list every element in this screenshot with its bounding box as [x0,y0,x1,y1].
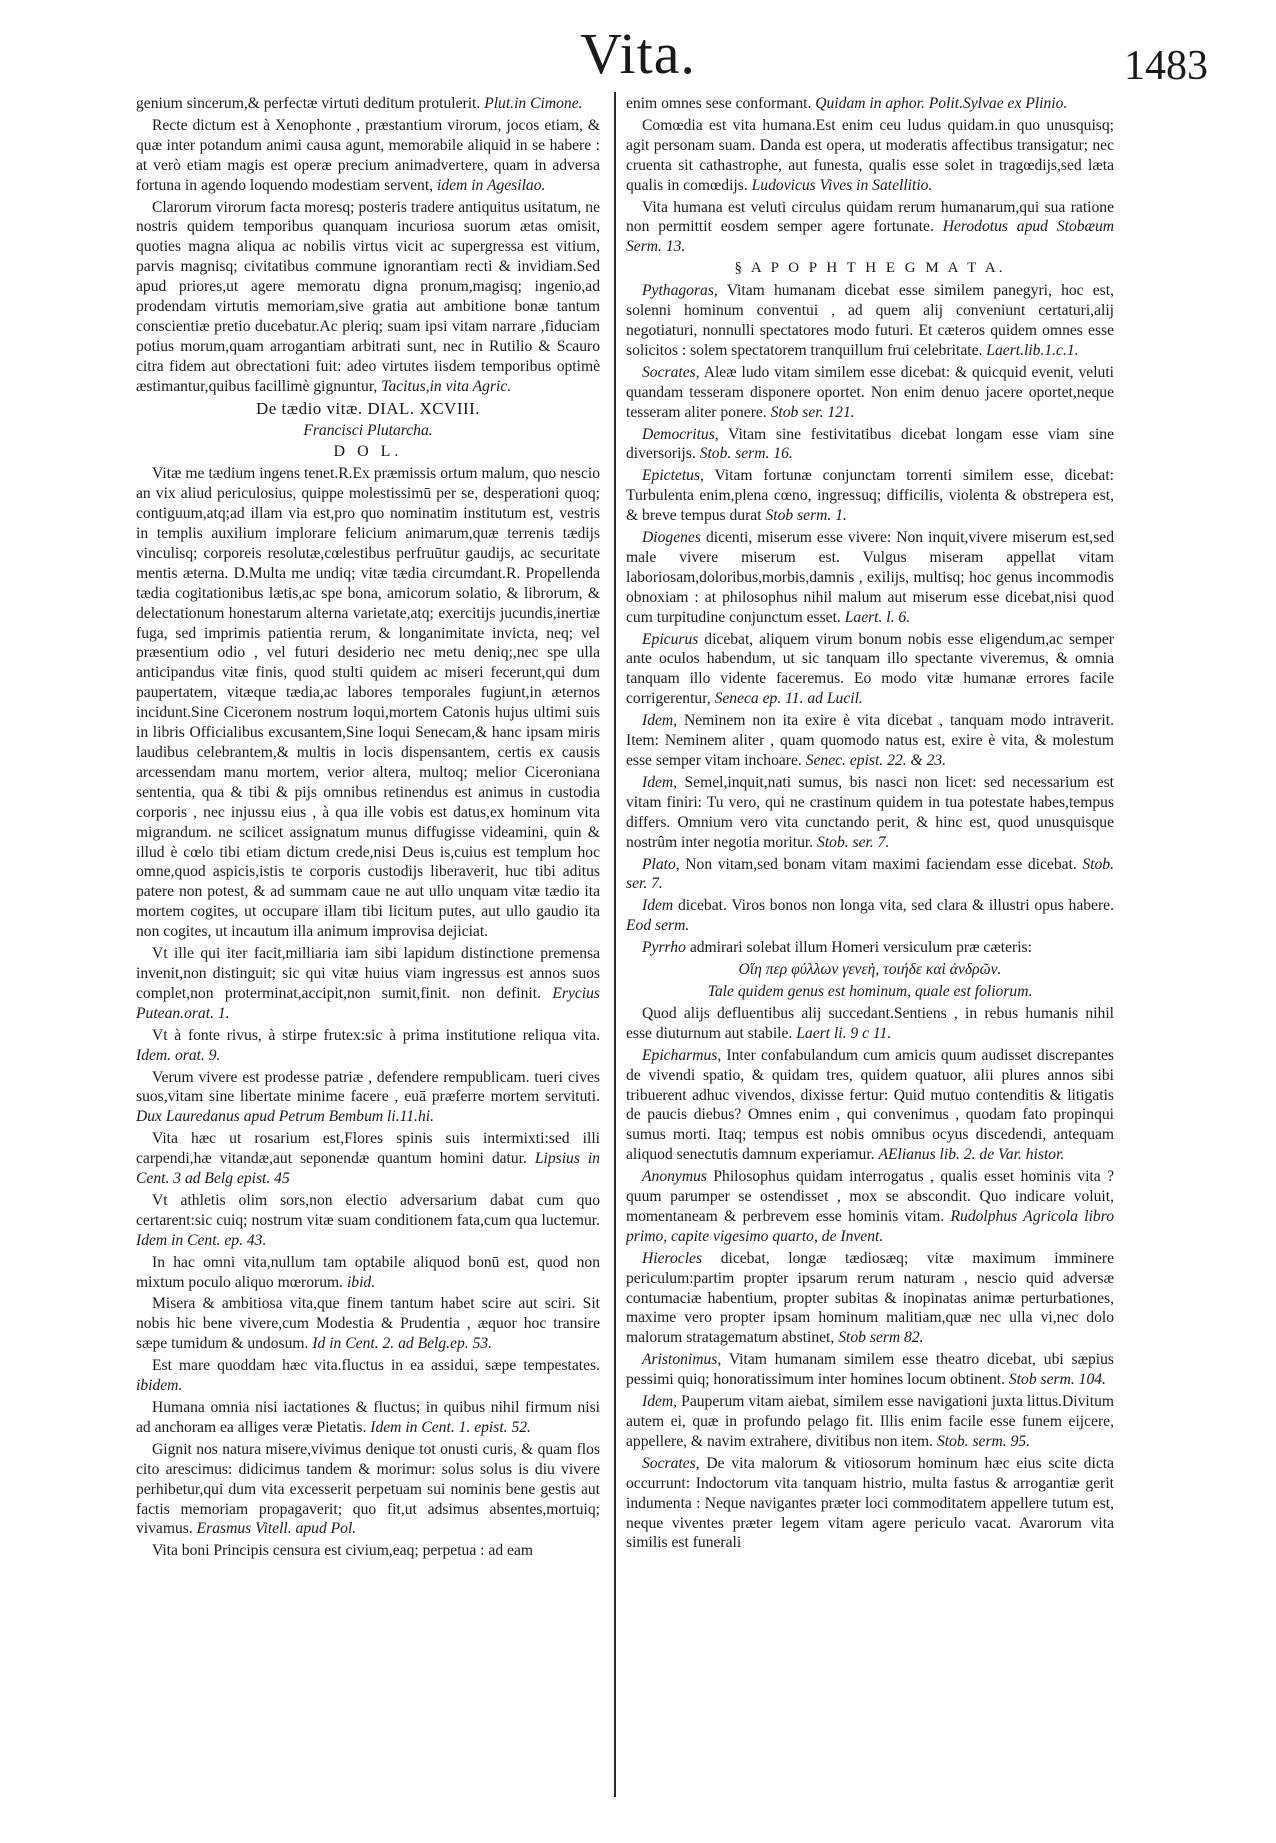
source-citation: Tacitus,in vita Agric. [381,377,512,395]
greek-verse: Οἵη περ φύλλων γενεὴ, τοιήδε καὶ ἀνδρῶν. [738,961,1002,979]
source-citation: Senec. epist. 22. & 23. [805,752,947,769]
speaker-name: Aristonimus, [642,1351,722,1369]
paragraph: Vitæ me tædium ingens tenet.R.Ex præmissis ortum malum, quo nescio an vix aliud periculosius, quippe molestissimū per se, desperationi quoq; contiguum,atq;ad illam via est,pro quo nominatim institutum est, vestris in templis auxilium implorare felicium animarum,quæ terrenis tædijs vinculisq; corporeis resolutæ,cœlestibus perfruūtur gaudijs, ac securitate mentis æterna. D.Multa me undiq; vitæ tædia circumdant.R. Propellenda tædia cogitationibus lætis,ac spe bona, amicorum solatio, & librorum, & delectationum honestarum alterna varietate,atq; exercitijs jucundis,inertiæ fuga, sed imprimis patientia rerum, & longanimitate invicta, neq; vel præsentium odio , vel futuri desiderio nec metu deniq;,nec spe ulla anticipandus vitæ finis, quod stulti quidem ac miseri fecerunt,qui dum paupertatem, vitæque tædia,ac labores temporales fugiunt,in æternos incidunt.Sine Ciceronem nostrum loqui,mortem Catonis hujus ultimi suis in libris Officialibus excusantem,Sine loqui Senecam,& hanc ipsam miris laudibus celebrantem,& multis in locis dispensantem, certis ex causis arcessendam manu mortem, verior altera, multoq; melior Ciceroniana sententia, qua & tibi & pijs omnibus retinendus est animus in custodia corporis , nec injussu eius , à qua ille vobis est datus,ex hominum vita migrandum. ne scilicet assignatum munus diffugisse videamini, quin & illud è cœlo tibi etiam dictum crede,nisi Deus is,cuius est templum hoc omne,quod aspicis,istis te corporis custodijs liberaverit, huc tibi aditus patere non potest, & ad summam caue ne aut ullo unquam vitæ tædio ita mortem cogites, ut occupare illam tibi licitum putes, aut ullo gaudio ita non cogites, ut incautum illa animum improvisa dejiciat. [136,465,600,941]
speaker-name: Epicharmus, [642,1046,722,1064]
apophthegm: Socrates, De vita malorum & vitiosorum hominum hæc eius scite dicta occurrunt: Indoctorum vita tanquam histrio, multa fastus & arrogantiæ gerit indumenta : Neque navigantes præter loci commoditatem appellere tutum est, neque viventes præter legem vitam agere periculo vacat. Avarorum vita similis est funerali [626,1454,1114,1552]
latin-verse: Tale quidem genus est hominum, quale est foliorum. [707,982,1033,1000]
speaker-name: Pyrrho [642,939,686,957]
dialogue-author: Francisci Plutarcha. [303,421,433,439]
paragraph: Clarorum virorum facta moresq; posteris tradere antiquitus usitatum, ne nostris quidem temporibus quanquam incuriosa suorum ætas omisit, quoties magna aliqua ac nobilis virtus vicit ac supergressa est vitium, parvis magnisq; civitatibus commune ignorantiam recti & invidiam.Sed apud priores,ut agere memoratu digna pronum,magisq; ingenio,ad prodendam virtutis memoriam,sive gratia aut ambitione bonæ tantum conscientiæ pretio ducebatur.Ac pleriq; suam ipsi vitam narrare ,fiduciam potius morum,quam arrogantiam arbitrati sunt, nec in Rutilio & Scauro citra fidem aut obrectationi fuit: adeo virtutes iisdem temporibus optimè æstimantur,quibus facillimè gignuntur, Tacitus,in vita Agric. [136,198,600,395]
paragraph: In hac omni vita,nullum tam optabile aliquod bonū est, quod non mixtum poculo aliquo mœrorum. ibid. [136,1253,600,1291]
apophthegm: Anonymus Philosophus quidam interrogatus , qualis esset hominis vita ? quum parumper se ostendisset , mox se abscondit. Quo indicare voluit, momentaneam & perbrevem esse hominis vitam. Rudolphus Agricola libro primo, capite vigesimo quarto, de Invent. [626,1168,1114,1245]
speaker-name: Epictetus, [642,467,704,485]
apophthegm: Pyrrho admirari solebat illum Homeri versiculum præ cæteris: [642,939,1032,957]
apophthegm: Aristonimus, Vitam humanam similem esse theatro dicebat, ubi sæpius pessimi quiq; honoratissimum inter homines locum obtinent. Stob serm. 104. [626,1351,1114,1389]
paragraph: Humana omnia nisi iactationes & fluctus; in quibus nihil firmum nisi ad anchoram ea alliges veræ Pietatis. Idem in Cent. 1. epist. 52. [136,1399,600,1436]
source-citation: Laert. l. 6. [844,608,911,626]
apophthegm: Quod alijs defluentibus alij succedant.Sentiens , in rebus humanis nihil esse diuturnum aut stabile. Laert li. 9 c 11. [626,1004,1114,1042]
paragraph: Vita humana est veluti circulus quidam rerum humanarum,qui sua ratione non permittit eosdem semper agere fortunate. Herodotus apud Stobæum Serm. 13. [626,198,1114,256]
source-citation: Quidam in aphor. Polit.Sylvae ex Plinio. [815,95,1068,112]
source-citation: Stob. ser. 7. [817,833,890,851]
speaker-name: Plato, [642,855,680,873]
paragraph: Vt ille qui iter facit,milliaria iam sibi lapidum distinctione premensa invenit,non distinguit; sic qui vitæ huius viam ingressus est annos suos complet,non proterminat,accipit,non sumit,finit. non definit. Erycius Putean.orat. 1. [136,945,600,1022]
paragraph: Misera & ambitiosa vita,que finem tantum habet scire aut sciri. Sit nobis hic bene vivere,cum Modestia & Prudentia , æquor hoc transire sæpe tumidum & undosum. Id in Cent. 2. ad Belg.ep. 53. [136,1295,600,1353]
source-citation: Laert li. 9 c 11. [796,1024,892,1042]
apophthegm: Epictetus, Vitam fortunæ conjunctam torrenti similem esse, dicebat: Turbulenta enim,plena cœno, ingressuq; difficilis, violenta & obstrepera est, & breve tempus durat Stob serm. 1. [626,467,1114,525]
speaker-name: Diogenes [642,529,701,547]
section-heading: § A P O P H T H E G M A T A. [734,260,1006,277]
speaker-name: Hierocles [642,1249,703,1267]
paragraph: Vt athletis olim sors,non electio adversarium dabat cum quo certarent:sic cuiq; nostrum vitæ suam conditionem fata,cum qua luctemur. Idem in Cent. ep. 43. [136,1191,600,1249]
source-citation: Dux Lauredanus apud Petrum Bembum li.11.hi. [136,1108,434,1126]
source-citation: Plut.in Cimone. [484,95,583,112]
source-citation: Stob. serm. 95. [936,1432,1031,1450]
source-citation: Stob. ser. 7. [626,855,1114,893]
running-head [0,18,1276,98]
apophthegm: Idem dicebat. Viros bonos non longa vita, sed clara & illustri opus habere. Eod serm. [626,897,1114,935]
paragraph: enim omnes sese conformant. Quidam in aphor. Polit.Sylvae ex Plinio. [626,95,1068,112]
speaker-name: Idem [642,897,674,915]
right-column [626,94,1114,1814]
column-divider [614,92,616,1797]
page-title: Vita. [580,21,696,86]
source-citation: Idem in Cent. 1. epist. 52. [370,1418,531,1436]
speaker-name: Idem, [642,1393,678,1411]
paragraph: Est mare quoddam hæc vita.fluctus in ea assidui, sæpe tempestates. ibidem. [136,1357,600,1395]
source-citation: ibidem. [136,1377,183,1395]
source-citation: Laert.lib.1.c.1. [986,341,1079,359]
source-citation: Erasmus Vitell. apud Pol. [196,1520,357,1538]
source-citation: Stob. serm. 16. [699,445,793,463]
apophthegm: Socrates, Aleæ ludo vitam similem esse dicebat: & quicquid evenit, veluti quandam tesseram disponere oportet. Non enim denuo jacere oportet,neque tesseram aliter ponere. Stob ser. 121. [626,363,1114,421]
source-citation: Herodotus apud Stobæum Serm. 13. [626,218,1114,256]
source-citation: Stob serm. 104. [1008,1371,1106,1389]
apophthegm: Democritus, Vitam sine festivitatibus dicebat longam esse viam sine diversorijs. Stob. serm. 16. [626,425,1114,463]
paragraph: Vt à fonte rivus, à stirpe frutex:sic à prima institutione reliqua vita. Idem. orat. 9. [136,1026,600,1064]
apophthegm: Epicharmus, Inter confabulandum cum amicis quum audisset discrepantes de vivendi spatio, & quidam tres, quidem quatuor, alii plures annos sibi tribuerent adhuc vivendos, dixisse fertur: Quid mutuo contenditis & litigatis de paucis diebus? Omnes enim , qui convenimus , quodam fato propinqui sumus morti. Itaq; tempus est nobis omnibus ocyus discedendi, antequam aliquod senectutis damnum experiamur. AElianus lib. 2. de Var. histor. [626,1046,1114,1164]
source-citation: Erycius Putean.orat. 1. [136,984,600,1022]
speaker-name: Idem, [642,712,678,730]
paragraph: Recte dictum est à Xenophonte , præstantium virorum, jocos etiam, & quæ inter potandum animi causa agunt, memorabile aliquid in se habere : at verò etiam magis est operæ precium animadvertere, quam in adversa fortuna in agendo loquendo modestiam servent, idem in Agesilao. [136,116,600,194]
dialogue-speaker: D O L. [333,443,403,461]
apophthegm: Idem, Semel,inquit,nati sumus, bis nasci non licet: sed necessarium est vitam finiri: Tu vero, qui ne crastinum quidem in tua potestate habes,tempus differs. Omnium vero vita cunctando perit, & hinc est, quod unusquisque nostrûm inter negotia moritur. Stob. ser. 7. [626,773,1114,851]
paragraph: Verum vivere est prodesse patriæ , defendere rempublicam. tueri cives suos,vitam sine libertate minime facere , euā præferre mortem servituti. Dux Lauredanus apud Petrum Bembum li.11.hi. [136,1068,600,1126]
source-citation: ibid. [346,1273,376,1291]
source-citation: Rudolphus Agricola libro primo, capite vigesimo quarto, de Invent. [626,1207,1114,1245]
paragraph: Vita hæc ut rosarium est,Flores spinis suis intermixti:sed illi carpendi,hæ vitandæ,aut seponendæ quantum homini datur. Lipsius in Cent. 3 ad Belg epist. 45 [136,1130,600,1188]
speaker-name: Socrates, [642,1454,700,1472]
source-citation: Stob serm. 1. [765,507,847,525]
dialogue-title: De tædio vitæ. DIAL. XCVIII. [255,398,481,418]
source-citation: AElianus lib. 2. de Var. histor. [878,1146,1065,1164]
source-citation: Idem. orat. 9. [136,1046,221,1064]
speaker-name: Anonymus [642,1168,707,1186]
apophthegm: Pythagoras, Vitam humanam dicebat esse similem panegyri, hoc est, solenni hominum conventui , ad quem alij conveniunt certaturi,alij negotiaturi, nonnulli spectatores modo futuri. Et cæteros quidem omnes esse solicitos : solem spectatorem tranquillum frui celebritate. Laert.lib.1.c.1. [626,282,1114,359]
speaker-name: Epicurus [642,630,699,648]
apophthegm: Epicurus dicebat, aliquem virum bonum nobis esse eligendum,ac semper ante oculos habendum, ut sic tanquam illo spectante viveremus, & omnia tanquam illo vidente faceremus. Eo modo vitæ humanæ errores facile corrigerentur, Seneca ep. 11. ad Lucil. [626,630,1114,708]
apophthegm: Hierocles dicebat, longæ tædiosæq; vitæ maximum imminere periculum:partim propter ipsarum rerum naturam , nescio quid adversæ contumaciæ habentium, propter subitas & inopinatas animæ perturbationes, maxime vero propter ipsam hominum malitiam,quæ nec ulla vi,nec dolo malorum stratagematum abstinet, Stob serm 82. [626,1249,1114,1347]
source-citation: Id in Cent. 2. ad Belg.ep. 53. [312,1335,493,1353]
source-citation: Seneca ep. 11. ad Lucil. [714,690,863,708]
speaker-name: Democritus, [642,425,719,443]
source-citation: Idem in Cent. ep. 43. [136,1231,267,1249]
apophthegm: Diogenes dicenti, miserum esse vivere: Non inquit,vivere miserum est,sed male vivere miserum est. Vulgus miseram appellat vitam laboriosam,doloribus,morbis,damnis , exilijs, multisq; hoc genus incommodis obnoxiam : at philosophus nihil malum aut miserum esse dicebat,nisi quod cum turpitudine conjunctum esset. Laert. l. 6. [626,529,1114,626]
left-column [136,94,600,1814]
paragraph: Gignit nos natura misere,vivimus denique tot onusti curis, & quam flos cito arescimus: didicimus tandem & morimur: solus solus is diu vivere perhibetur,qui dum vita excesserit perpetuam sui nominis bene gestis aut factis memoriam propagaverit; quo fit,ut adsimus absentes,mortuiq; vivamus. Erasmus Vitell. apud Pol. [136,1440,600,1538]
speaker-name: Socrates, [642,363,700,381]
paragraph: Vita boni Principis censura est civium,eaq; perpetua : ad eam [152,1542,533,1560]
source-citation: Ludovicus Vives in Satellitio. [751,176,933,194]
speaker-name: Pythagoras, [642,282,718,300]
apophthegm: Idem, Pauperum vitam aiebat, similem esse navigationi juxta littus.Divitum autem ei, quæ in profundo pelago fit. Illis enim facile esse funem eijcere, appellere, & navim extrahere, divitibus non item. Stob. serm. 95. [626,1393,1114,1450]
source-citation: Stob serm 82. [838,1329,924,1347]
source-citation: Eod serm. [626,917,690,935]
apophthegm: Plato, Non vitam,sed bonam vitam maximi faciendam esse dicebat. Stob. ser. 7. [626,855,1114,893]
paragraph: Comœdia est vita humana.Est enim ceu ludus quidam.in quo unusquisq; agit personam suam. Danda est opera, ut moderatis affectibus transigatur; nec cruenta sit cathastrophe, aut funesta, qualis esse solet in tragœdijs,sed læta qualis in comœdijs. Ludovicus Vives in Satellitio. [626,116,1114,194]
source-citation: Stob ser. 121. [770,403,855,421]
apophthegm: Idem, Neminem non ita exire è vita dicebat , tanquam modo intraverit. Item: Neminem aliter , quam quomodo natus est, exire è vita, & molestum esse semper vitam inchoare. Senec. epist. 22. & 23. [626,712,1114,769]
source-citation: Lipsius in Cent. 3 ad Belg epist. 45 [136,1150,600,1188]
source-citation: idem in Agesilao. [436,176,546,194]
paragraph: genium sincerum,& perfectæ virtuti deditum protulerit. Plut.in Cimone. [136,95,583,112]
page-number: 1483 [1124,43,1208,89]
speaker-name: Idem, [642,773,678,791]
